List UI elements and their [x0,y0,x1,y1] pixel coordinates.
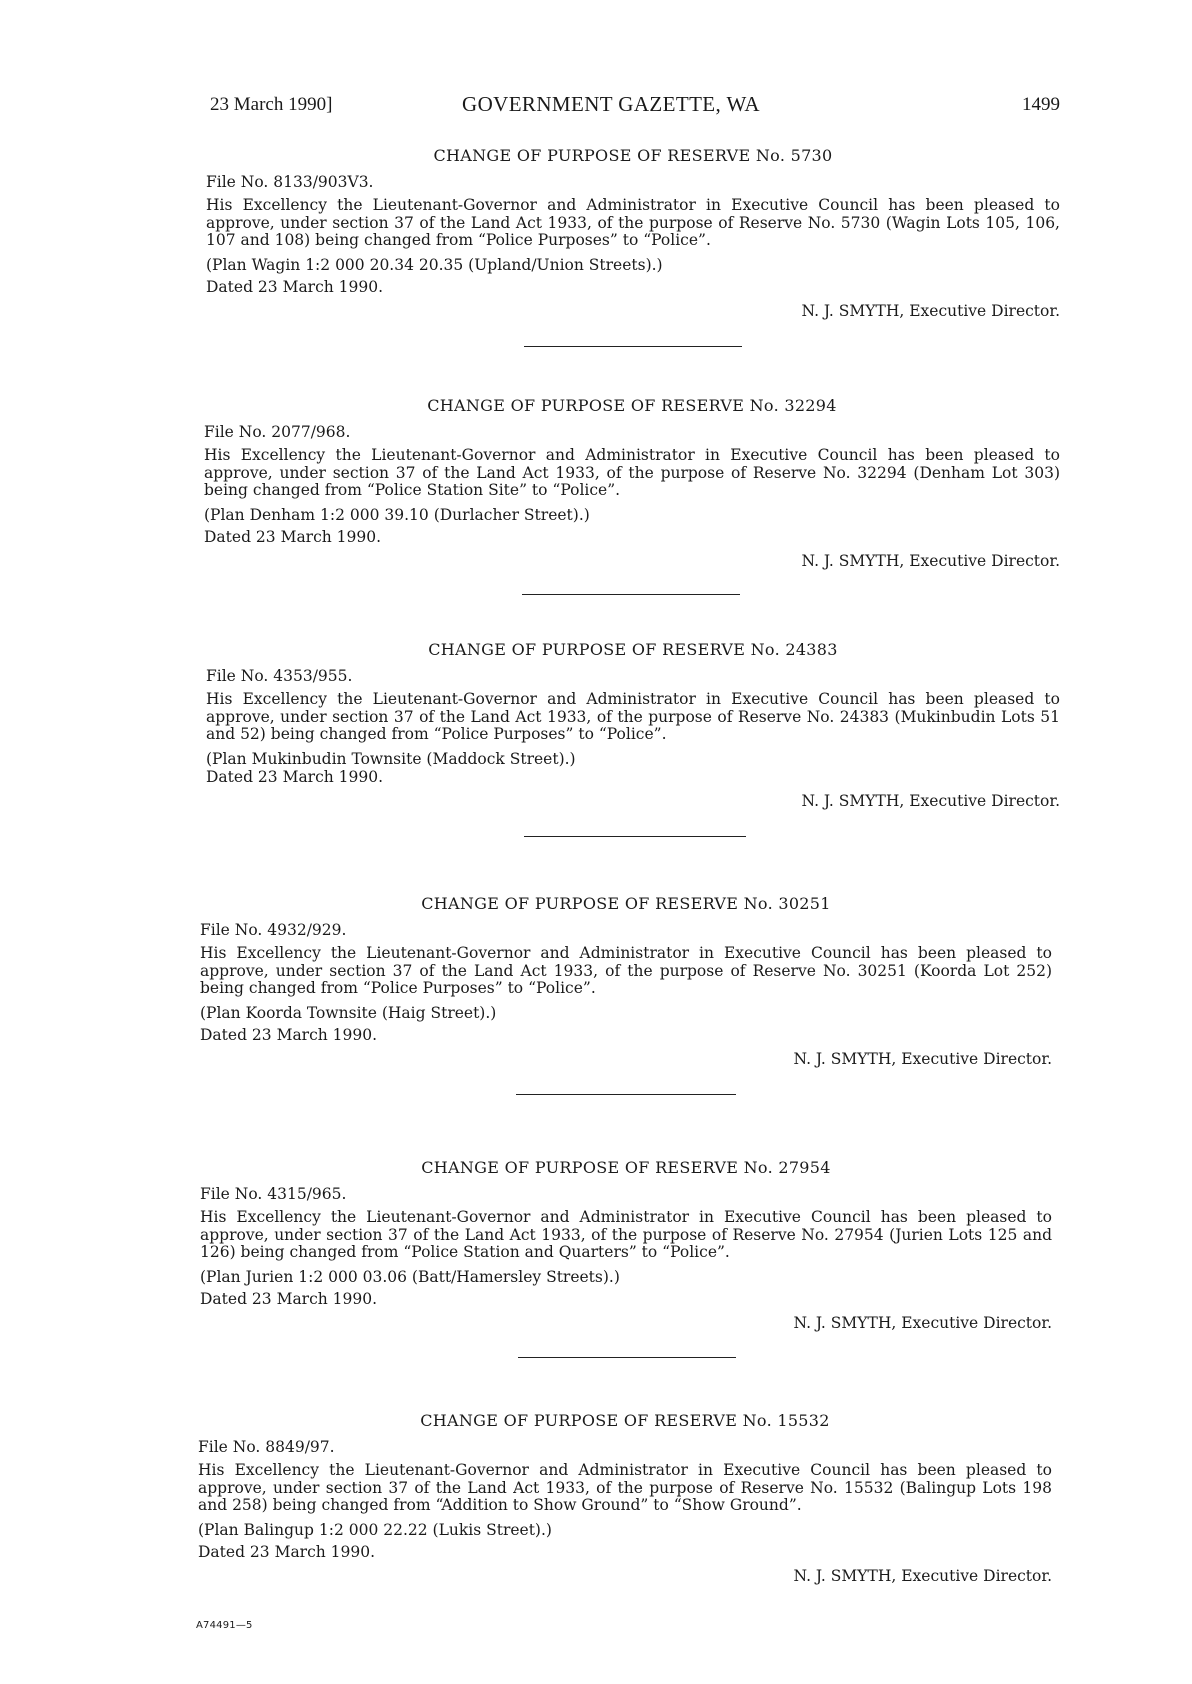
notice-plan: (Plan Denham 1:2 000 39.10 (Durlacher Street).) [204,505,590,524]
notice-plan: (Plan Mukinbudin Townsite (Maddock Street).) [206,749,576,768]
notice-divider [522,594,740,595]
notice-file-number: File No. 8133/903V3. [206,173,374,191]
notice-signature: N. J. SMYTH, Executive Director. [801,551,1060,570]
notice-dated: Dated 23 March 1990. [198,1542,376,1561]
notice [200,894,1052,1083]
notice-heading: CHANGE OF PURPOSE OF RESERVE No. 15532 [420,1411,830,1430]
notice-dated: Dated 23 March 1990. [204,527,382,546]
notice-file-number: File No. 4315/965. [200,1185,347,1203]
notice [206,146,1060,335]
notice-body: His Excellency the Lieutenant-Governor and Administrator in Executive Council has been pleased to approve, under section 37 of the Land Act 1933, of the purpose of Reserve No. 27954 (Jurien Lots 125 and 126) being changed from “Police Station and Quarters” to “Police”. [200,1208,1052,1261]
notice [200,1158,1052,1347]
notice [198,1411,1052,1600]
publication-title: GOVERNMENT GAZETTE, WA [462,92,760,116]
notice-divider [518,1357,736,1358]
print-code: A74491—5 [196,1620,253,1631]
notice-divider [524,836,746,837]
issue-date: 23 March 1990] [210,94,333,115]
notice-signature: N. J. SMYTH, Executive Director. [801,791,1060,810]
notice-heading: CHANGE OF PURPOSE OF RESERVE No. 30251 [421,894,831,913]
notice-body: His Excellency the Lieutenant-Governor and Administrator in Executive Council has been pleased to approve, under section 37 of the Land Act 1933, of the purpose of Reserve No. 5730 (Wagin Lots 105, 106, 107 and 108) being changed from “Police Purposes” to “Police”. [206,196,1060,249]
notice-file-number: File No. 8849/97. [198,1438,335,1456]
notice-dated: Dated 23 March 1990. [206,277,384,296]
notice-plan: (Plan Koorda Townsite (Haig Street).) [200,1003,497,1022]
notice-signature: N. J. SMYTH, Executive Director. [793,1566,1052,1585]
notice-body: His Excellency the Lieutenant-Governor and Administrator in Executive Council has been pleased to approve, under section 37 of the Land Act 1933, of the purpose of Reserve No. 24383 (Mukinbudin Lots 51 and 52) being changed from “Police Purposes” to “Police”. [206,690,1060,743]
notice-dated: Dated 23 March 1990. [200,1289,378,1308]
notice-plan: (Plan Jurien 1:2 000 03.06 (Batt/Hamersley Streets).) [200,1267,620,1286]
notice-dated: Dated 23 March 1990. [200,1025,378,1044]
notice-heading: CHANGE OF PURPOSE OF RESERVE No. 24383 [428,640,838,659]
notice-plan: (Plan Wagin 1:2 000 20.34 20.35 (Upland/Union Streets).) [206,255,663,274]
notice [206,640,1060,825]
notice-file-number: File No. 4353/955. [206,667,353,685]
notice-divider [524,346,742,347]
notice-body: His Excellency the Lieutenant-Governor and Administrator in Executive Council has been pleased to approve, under section 37 of the Land Act 1933, of the purpose of Reserve No. 15532 (Balingup Lots 198 and 258) being changed from “Addition to Show Ground” to “Show Ground”. [198,1461,1052,1514]
notice-file-number: File No. 4932/929. [200,921,347,939]
notice-plan: (Plan Balingup 1:2 000 22.22 (Lukis Street).) [198,1520,552,1539]
notice-file-number: File No. 2077/968. [204,423,351,441]
notice-divider [516,1094,736,1095]
notice-heading: CHANGE OF PURPOSE OF RESERVE No. 27954 [421,1158,831,1177]
notice [204,396,1060,585]
notice-dated: Dated 23 March 1990. [206,767,384,786]
notice-heading: CHANGE OF PURPOSE OF RESERVE No. 32294 [427,396,837,415]
page-number: 1499 [1022,94,1060,115]
notice-body: His Excellency the Lieutenant-Governor and Administrator in Executive Council has been pleased to approve, under section 37 of the Land Act 1933, of the purpose of Reserve No. 32294 (Denham Lot 303) being changed from “Police Station Site” to “Police”. [204,446,1060,499]
notice-signature: N. J. SMYTH, Executive Director. [793,1313,1052,1332]
page-header [210,94,1060,122]
notice-body: His Excellency the Lieutenant-Governor and Administrator in Executive Council has been pleased to approve, under section 37 of the Land Act 1933, of the purpose of Reserve No. 30251 (Koorda Lot 252) being changed from “Police Purposes” to “Police”. [200,944,1052,997]
notice-signature: N. J. SMYTH, Executive Director. [793,1049,1052,1068]
notice-signature: N. J. SMYTH, Executive Director. [801,301,1060,320]
notice-heading: CHANGE OF PURPOSE OF RESERVE No. 5730 [433,146,833,165]
